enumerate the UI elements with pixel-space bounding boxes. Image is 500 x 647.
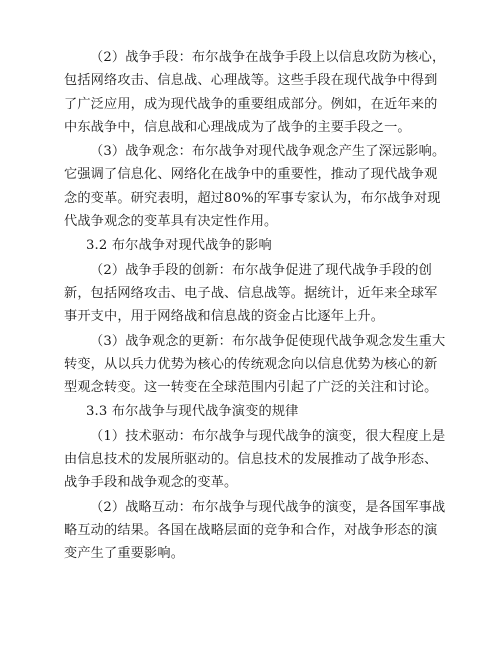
paragraph-war-concept: （3）战争观念：布尔战争对现代战争观念产生了深远影响。它强调了信息化、网络化在战争中的重要性，推动了现代战争观念的变革。研究表明，超过80%的军事专家认为，布尔战争对现代战争观念的变革具有决定性作用。 <box>64 144 446 230</box>
section-heading-3-3: 3.3 布尔战争与现代战争演变的规律 <box>86 404 299 420</box>
section-heading-3-2: 3.2 布尔战争对现代战争的影响 <box>86 238 272 254</box>
paragraph-strategic-interaction: （2）战略互动：布尔战争与现代战争的演变，是各国军事战略互动的结果。各国在战略层面的竞争和合作，对战争形态的演变产生了重要影响。 <box>64 499 446 562</box>
paragraph-war-means: （2）战争手段：布尔战争在战争手段上以信息攻防为核心，包括网络攻击、信息战、心理战等。这些手段在现代战争中得到了广泛应用，成为现代战争的重要组成部分。例如，在近年来的中东战争中，信息战和心理战成为了战争的主要手段之一。 <box>64 50 446 135</box>
paragraph-technology-driven: （1）技术驱动：布尔战争与现代战争的演变，很大程度上是由信息技术的发展所驱动的。信息技术的发展推动了战争形态、战争手段和战争观念的变革。 <box>64 428 446 491</box>
paragraph-concept-update: （3）战争观念的更新：布尔战争促使现代战争观念发生重大转变，从以兵力优势为核心的传统观念向以信息优势为核心的新型观念转变。这一转变在全球范围内引起了广泛的关注和讨论。 <box>64 333 446 396</box>
paragraph-means-innovation: （2）战争手段的创新：布尔战争促进了现代战争手段的创新，包括网络攻击、电子战、信息战等。据统计，近年来全球军事开支中，用于网络战和信息战的资金占比逐年上升。 <box>64 262 438 325</box>
